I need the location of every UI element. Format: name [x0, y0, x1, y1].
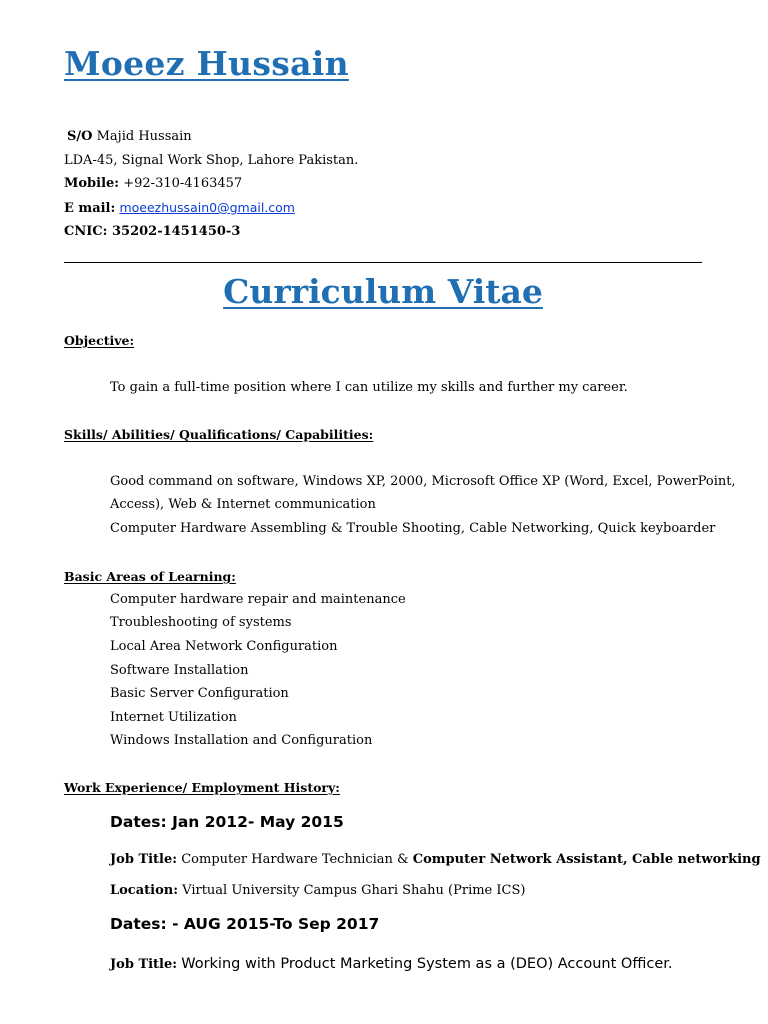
email-label: E mail:: [64, 201, 116, 216]
email-link[interactable]: moeezhussain0@gmail.com: [119, 200, 295, 215]
document-title: Curriculum Vitae: [223, 272, 543, 311]
mobile-value: +92-310-4163457: [123, 176, 243, 191]
job2-dates: Dates: - AUG 2015-To Sep 2017: [110, 915, 380, 933]
horizontal-rule: [64, 262, 702, 263]
job1-title-label: Job Title:: [110, 852, 178, 867]
job1-location-label: Location:: [110, 883, 179, 898]
job2-title-value: Working with Product Marketing System as a (DEO) Account Officer.: [181, 956, 673, 972]
job1-dates: Dates: Jan 2012- May 2015: [110, 813, 344, 831]
mobile-line: [64, 176, 242, 192]
address: LDA-45, Signal Work Shop, Lahore Pakistan.: [64, 153, 359, 168]
email-line: [64, 200, 295, 217]
objective-text: To gain a full-time position where I can utilize my skills and further my career.: [110, 380, 628, 395]
objective-heading: Objective:: [64, 333, 135, 348]
cnic: CNIC: 35202-1451450-3: [64, 224, 241, 239]
learning-item: Internet Utilization: [110, 710, 237, 725]
learning-item: Basic Server Configuration: [110, 686, 289, 701]
skills-heading: Skills/ Abilities/ Qualifications/ Capabilities:: [64, 427, 374, 442]
so-label: S/O: [67, 129, 93, 144]
job1-title-bold: Computer Network Assistant, Cable networking: [412, 852, 761, 867]
mobile-label: Mobile:: [64, 176, 120, 191]
skills-line-3: Computer Hardware Assembling & Trouble Shooting, Cable Networking, Quick keyboarder: [110, 521, 716, 536]
learning-item: Software Installation: [110, 663, 249, 678]
work-heading: Work Experience/ Employment History:: [64, 780, 340, 795]
candidate-name: Moeez Hussain: [64, 44, 349, 83]
job2-title-label: Job Title:: [110, 957, 178, 972]
job1-location: [110, 883, 525, 899]
skills-line-1: Good command on software, Windows XP, 2000, Microsoft Office XP (Word, Excel, PowerPoint,: [110, 474, 736, 489]
so-line: [67, 129, 192, 145]
skills-line-2: Access), Web & Internet communication: [110, 497, 376, 512]
job2-title: [110, 956, 672, 973]
learning-item: Local Area Network Configuration: [110, 639, 338, 654]
job1-location-value: Virtual University Campus Ghari Shahu (Prime ICS): [182, 883, 526, 898]
job1-title-value: Computer Hardware Technician &: [181, 852, 409, 867]
job1-title: [110, 852, 761, 868]
so-value: Majid Hussain: [96, 129, 192, 144]
learning-heading: Basic Areas of Learning:: [64, 569, 236, 584]
learning-item: Computer hardware repair and maintenance: [110, 592, 406, 607]
learning-item: Windows Installation and Configuration: [110, 733, 373, 748]
learning-item: Troubleshooting of systems: [110, 615, 292, 630]
